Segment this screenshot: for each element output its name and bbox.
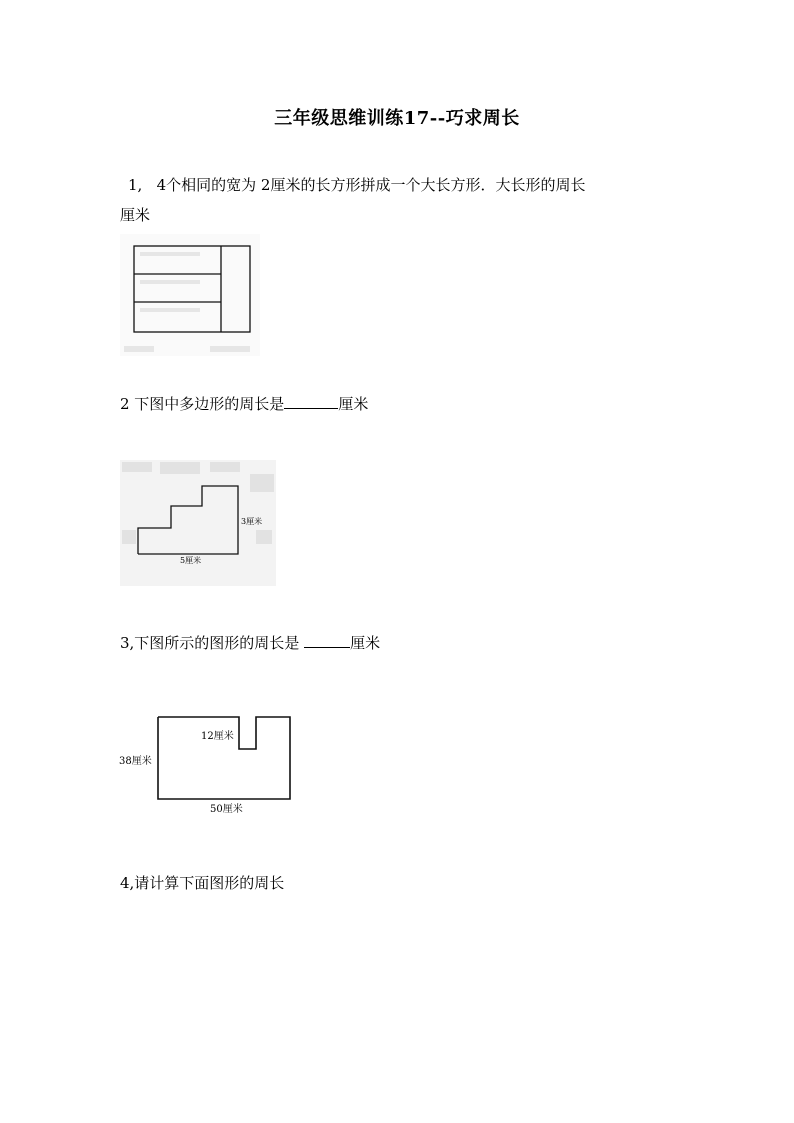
answer-blank-2 xyxy=(284,391,338,409)
question-3-unit: 厘米 xyxy=(350,634,381,652)
question-2-figure xyxy=(120,460,276,586)
rectangles-diagram xyxy=(120,234,260,356)
question-2-unit: 厘米 xyxy=(338,395,369,413)
notched-rectangle-diagram xyxy=(118,708,298,820)
width-label-2: 5厘米 xyxy=(180,556,202,565)
question-3-line xyxy=(120,628,380,658)
height-label-2: 3厘米 xyxy=(241,517,263,526)
staircase-polygon-diagram xyxy=(120,460,276,586)
question-1-line-2: 厘米 xyxy=(120,206,151,224)
question-3-text: 3,下图所示的图形的周长是 xyxy=(120,634,305,652)
question-1-text: 4个相同的宽为 2厘米的长方形拼成一个大长方形．大长形的周长 xyxy=(156,176,586,194)
width-label-3: 50厘米 xyxy=(210,804,243,815)
question-1-figure xyxy=(120,234,260,356)
answer-blank-3 xyxy=(304,630,350,648)
question-2-text: 2 下图中多边形的周长是 xyxy=(120,395,285,413)
question-4-line: 4,请计算下面图形的周长 xyxy=(120,874,285,892)
height-label-3: 38厘米 xyxy=(119,756,152,767)
question-1-number: 1, xyxy=(128,176,143,194)
question-2-line xyxy=(120,389,368,419)
question-1-line-1 xyxy=(128,170,585,200)
page-title: 三年级思维训练17--巧求周长 xyxy=(274,108,520,129)
notch-label-3: 12厘米 xyxy=(201,731,234,742)
question-3-figure xyxy=(118,708,298,820)
